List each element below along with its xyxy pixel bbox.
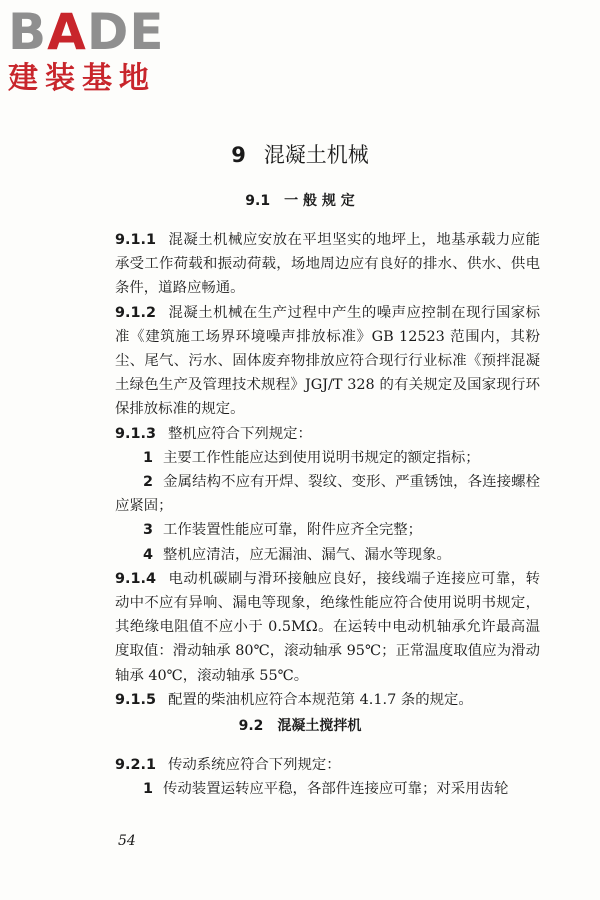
- clause-9-1-5: [115, 688, 540, 712]
- clause-number: 9.1.5: [115, 691, 156, 708]
- clause-text: 传动系统应符合下列规定：: [167, 757, 341, 773]
- chapter-title: [0, 140, 600, 170]
- item-number: 1: [143, 781, 154, 798]
- item-text: 工作装置性能应可靠，附件应齐全完整；: [163, 522, 423, 539]
- section-title-text: 混凝土搅拌机: [277, 718, 362, 734]
- clause-text: 混凝土机械在生产过程中产生的噪声应控制在现行国家标准《建筑施工场界环境噪声排放标准》GB 12523 范围内，其粉尘、尾气、污水、固体废弃物排放应符合现行行业标准《预拌混凝土绿色生产及管理技术规程》JGJ/T 328 的有关规定及国家现行环保排放标准的规定。: [115, 304, 540, 418]
- list-item: [115, 518, 540, 542]
- clause-text: 配置的柴油机应符合本规范第 4.1.7 条的规定。: [167, 691, 473, 708]
- section-title-text: 一 般 规 定: [284, 193, 355, 209]
- clause-text: 整机应符合下列规定：: [167, 425, 312, 442]
- body-section-9-2: [115, 753, 540, 801]
- logo-brand-accent: A: [47, 3, 87, 61]
- logo-cn-text: 建装基地: [8, 61, 156, 96]
- clause-number: 9.1.1: [115, 232, 156, 248]
- clause-text: 混凝土机械应安放在平坦坚实的地坪上，地基承载力应能承受工作荷载和振动荷载，场地周边应有良好的排水、供水、供电条件，道路应畅通。: [115, 232, 540, 297]
- clause-number: 9.1.2: [115, 304, 156, 321]
- clause-9-1-4: [115, 567, 540, 688]
- clause-text: 电动机碳刷与滑环接触应良好，接线端子连接应可靠，转动中不应有异响、漏电等现象，绝缘性能应符合使用说明书规定，其绝缘电阻值不应小于 0.5MΩ。在运转中电动机轴承允许最高温度取值：滑动轴承 80℃，滚动轴承 95℃；正常温度取值应为滑动轴承 40℃，滚动轴承 55℃。: [115, 570, 540, 684]
- item-text: 传动装置运转应平稳，各部件连接应可靠；对采用齿轮: [163, 781, 509, 798]
- section-number: 9.2: [238, 718, 264, 734]
- section-title-9-1: [0, 191, 600, 211]
- list-item: [115, 543, 540, 567]
- body-section-9-1: [115, 228, 540, 712]
- chapter-title-text: 混凝土机械: [263, 143, 369, 167]
- logo-brand: BADE: [8, 3, 165, 61]
- item-text: 金属结构不应有开焊、裂纹、变形、严重锈蚀，各连接螺栓应紧固；: [115, 474, 540, 515]
- list-item: [115, 446, 540, 470]
- clause-9-1-3: [115, 422, 540, 446]
- section-number: 9.1: [245, 193, 271, 209]
- page-number: 54: [118, 833, 136, 849]
- item-number: 1: [143, 449, 154, 466]
- item-number: 3: [143, 522, 154, 539]
- section-title-9-2: [0, 716, 600, 736]
- chapter-number: 9: [231, 143, 246, 167]
- clause-9-1-2: [115, 301, 540, 422]
- clause-number: 9.2.1: [115, 757, 156, 773]
- logo: [8, 3, 178, 96]
- list-item: [115, 470, 540, 518]
- item-text: 整机应清洁，应无漏油、漏气、漏水等现象。: [163, 546, 451, 563]
- list-item: [115, 777, 540, 801]
- clause-number: 9.1.3: [115, 425, 156, 442]
- item-text: 主要工作性能应达到使用说明书规定的额定指标；: [163, 449, 480, 466]
- clause-number: 9.1.4: [115, 570, 156, 587]
- item-number: 2: [143, 474, 154, 491]
- clause-9-2-1: [115, 753, 540, 777]
- item-number: 4: [143, 546, 154, 563]
- clause-9-1-1: [115, 228, 540, 301]
